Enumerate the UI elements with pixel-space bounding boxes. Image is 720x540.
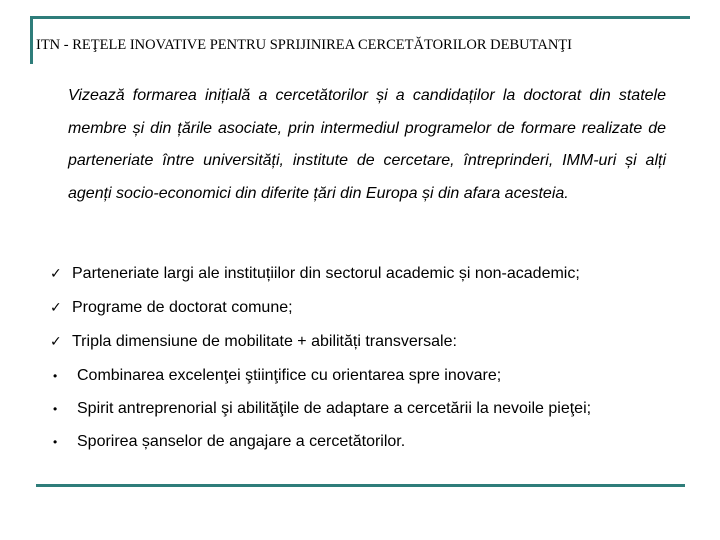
checklist-item-text: Programe de doctorat comune; (72, 299, 293, 316)
bullet-item (50, 430, 710, 463)
bullet-item (50, 397, 710, 430)
check-mark-icon: ✓ (50, 300, 62, 316)
checklist (50, 262, 700, 364)
checklist-item-text: Parteneriate largi ale instituțiilor din sectorul academic și non-academic; (72, 265, 580, 282)
check-mark-icon: ✓ (50, 266, 62, 282)
bottom-divider (36, 484, 685, 487)
checklist-item (50, 262, 700, 296)
checklist-item (50, 296, 700, 330)
bullet-list (50, 364, 710, 463)
intro-paragraph: Vizează formarea inițială a cercetătorilor și a candidaților la doctorat din statele membre și din țările asociate, prin intermediul programelor de formare realizate de parteneriate între universități, institute de cercetare, întreprinderi, IMM-uri și alți agenți socio-economici din diferite țări din Europa și din afara acesteia. (68, 87, 666, 202)
bullet-item (50, 364, 710, 397)
checklist-item-text: Tripla dimensiune de mobilitate + abilități transversale: (72, 333, 457, 350)
page-title: ITN - REŢELE INOVATIVE PENTRU SPRIJINIREA CERCETĂTORILOR DEBUTANŢI (36, 37, 572, 53)
check-mark-icon: ✓ (50, 334, 62, 350)
bullet-icon: • (53, 435, 58, 449)
checklist-item (50, 330, 700, 364)
bullet-item-text: Sporirea șanselor de angajare a cercetătorilor. (77, 433, 406, 450)
bullet-item-text: Combinarea excelenţei ştiinţifice cu orientarea spre inovare; (77, 367, 502, 384)
bullet-icon: • (53, 402, 58, 416)
bullet-item-text: Spirit antreprenorial şi abilităţile de adaptare a cercetării la nevoile pieţei; (77, 400, 592, 417)
bullet-icon: • (53, 369, 58, 383)
